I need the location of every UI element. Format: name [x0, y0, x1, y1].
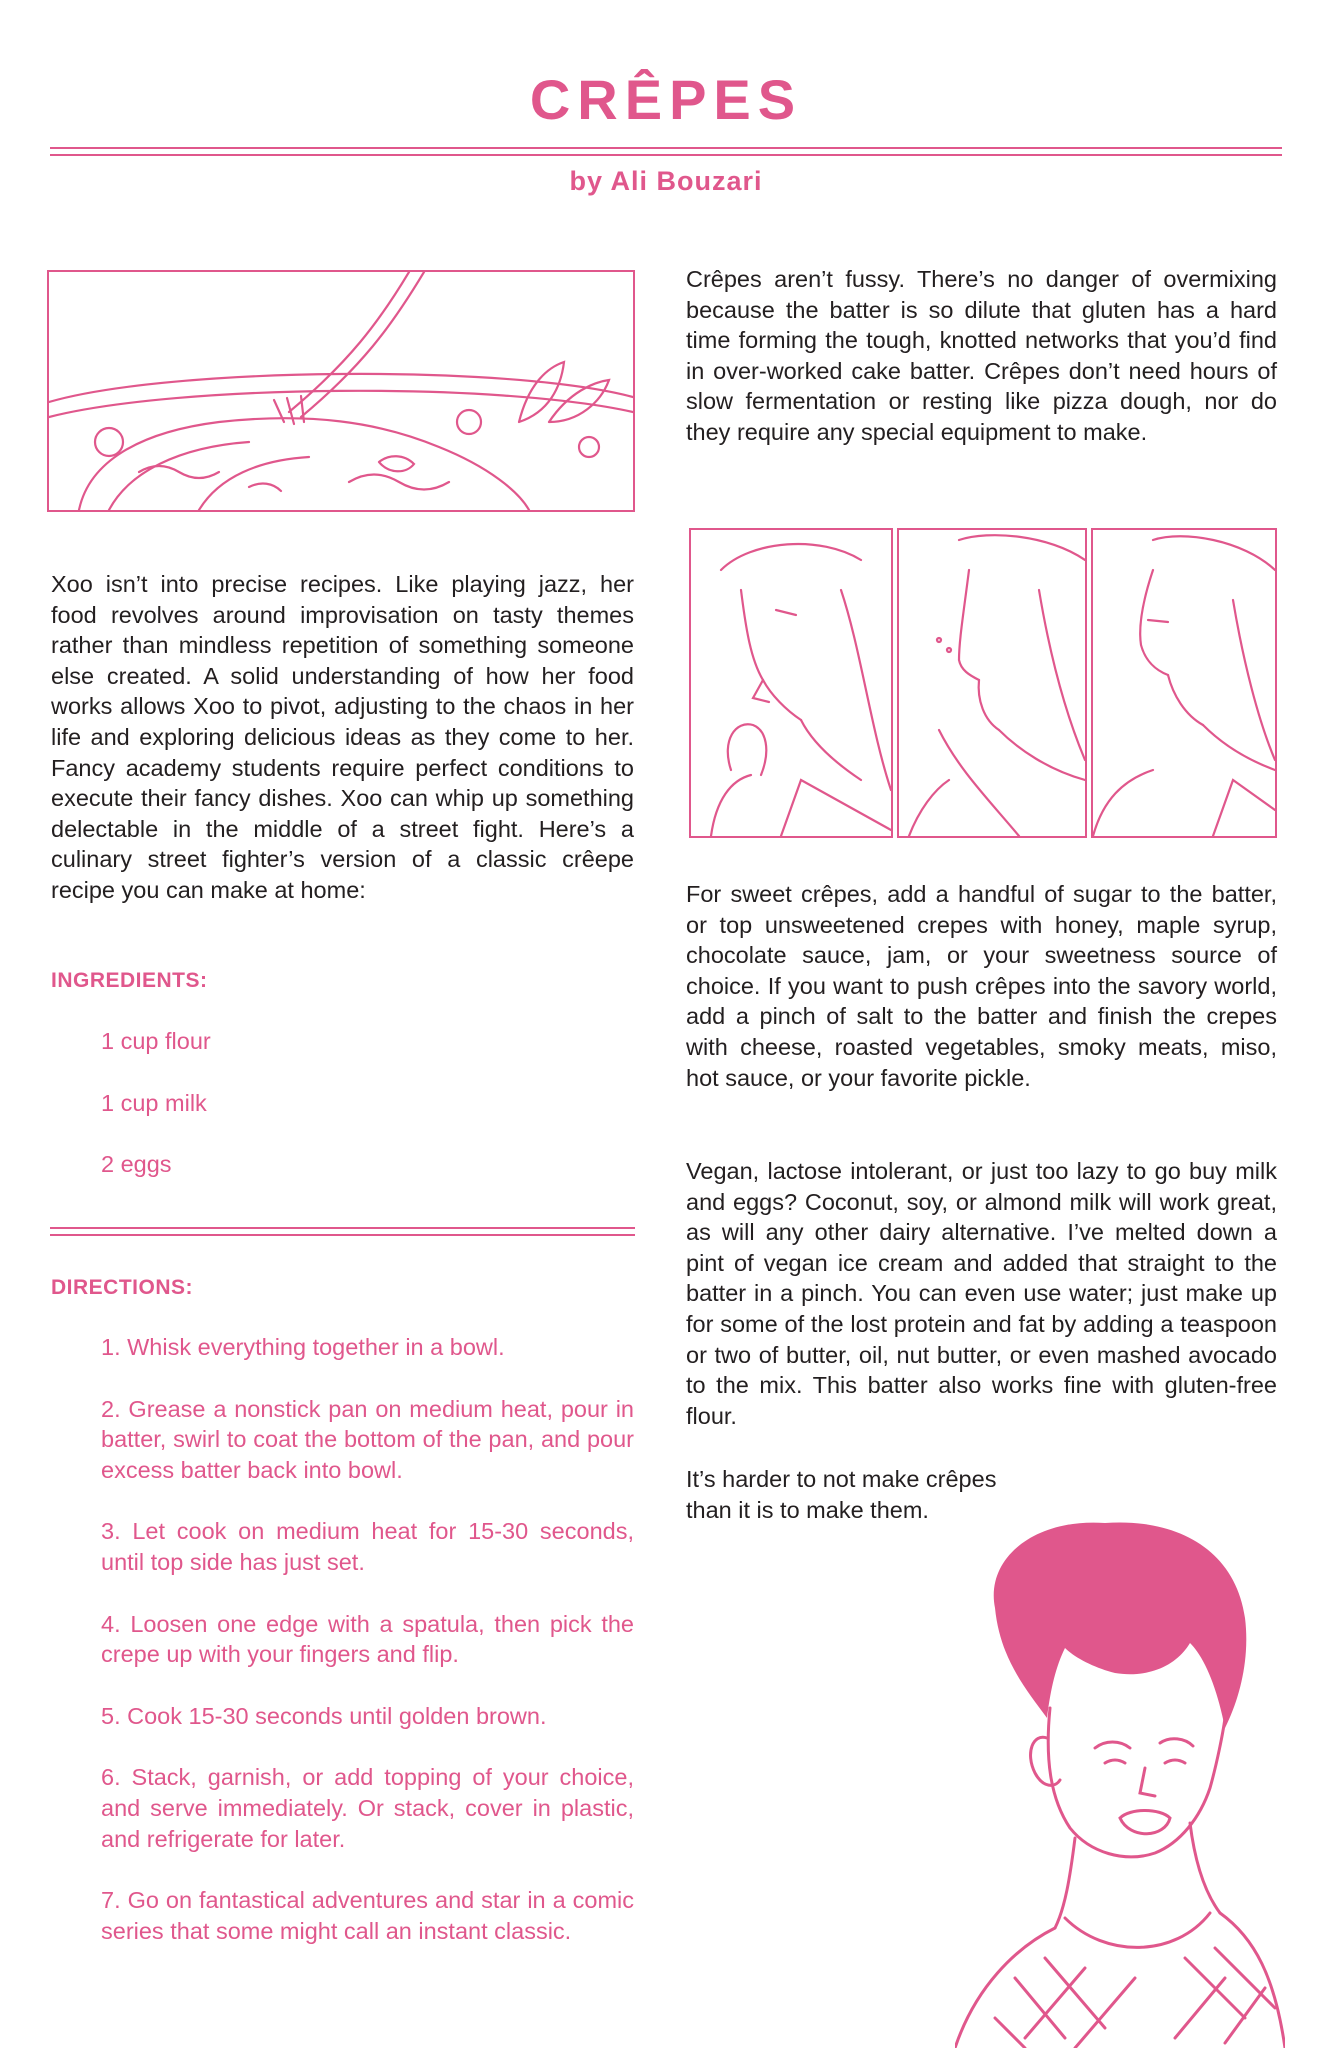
directions-list [101, 1332, 634, 1946]
closing-remark [686, 1464, 996, 1525]
closing-line: It’s harder to not make crêpes [686, 1466, 997, 1492]
section-rule-bottom [50, 1234, 635, 1236]
title-rule-bottom [50, 154, 1282, 156]
character-portrait [955, 1518, 1285, 2048]
direction-step: 4. Loosen one edge with a spatula, then pick the crepe up with your fingers and flip. [101, 1610, 634, 1668]
paragraph-vegan: Vegan, lactose intolerant, or just too lazy to go buy milk and eggs? Coconut, soy, or almond milk will work great, as will any other dairy alternative. I’ve melted down a pint of vegan ice cream and added that straight to the batter in a pinch. You can even use water; just make up for some of the lost protein and fat by adding a teaspoon or two of butter, oil, nut butter, or even mashed avocado to the mix. This batter also works fine with gluten-free flour. [686, 1158, 1277, 1429]
comic-panel-tasting [689, 528, 893, 838]
ingredient-item: 1 cup milk [101, 1089, 207, 1116]
author-byline: by Ali Bouzari [569, 166, 763, 196]
ingredients-heading: INGREDIENTS: [51, 969, 208, 992]
page-title: CRÊPES [529, 68, 803, 131]
comic-panel-chewing [897, 528, 1087, 838]
section-rule-top [50, 1227, 635, 1229]
paragraph-crepes-not-fussy: Crêpes aren’t fussy. There’s no danger of overmixing because the batter is so dilute that gluten has a hard time forming the tough, knotted networks that you’d find in over-worked cake batter. Crêpes don’t need hours of slow fermentation or resting like pizza dough, nor do they require any special equipment to make. [686, 266, 1277, 445]
direction-step: 1. Whisk everything together in a bowl. [101, 1334, 505, 1360]
direction-step: 6. Stack, garnish, or add topping of your choice, and serve immediately. Or stack, cover in plastic, and refrigerate for later. [101, 1764, 634, 1852]
directions-heading: DIRECTIONS: [51, 1276, 193, 1299]
ingredients-list [101, 1026, 211, 1211]
direction-step: 5. Cook 15-30 seconds until golden brown. [101, 1702, 547, 1729]
direction-step: 2. Grease a nonstick pan on medium heat, pour in batter, swirl to coat the bottom of the pan, and pour excess batter back into bowl. [101, 1395, 634, 1483]
direction-step: 7. Go on fantastical adventures and star in a comic series that some might call an instant classic. [101, 1887, 634, 1944]
crepe-pan-illustration [47, 270, 635, 512]
ingredient-item: 2 eggs [101, 1151, 172, 1177]
direction-step: 3. Let cook on medium heat for 15-30 seconds, until top side has just set. [101, 1518, 634, 1575]
closing-line: than it is to make them. [686, 1496, 929, 1523]
paragraph-sweet-savory: For sweet crêpes, add a handful of sugar to the batter, or top unsweetened crepes with honey, maple syrup, chocolate sauce, jam, or your sweetness source of choice. If you want to push crêpes into the savory world, add a pinch of salt to the batter and finish the crepes with cheese, roasted vegetables, smoky meats, miso, hot sauce, or your favorite pickle. [686, 881, 1277, 1091]
hair-shape [994, 1522, 1247, 1728]
ingredient-item: 1 cup flour [101, 1028, 211, 1054]
paragraph-intro: Xoo isn’t into precise recipes. Like playing jazz, her food revolves around improvisation on tasty themes rather than mindless repetition of something someone else created. A solid understanding of how her food works allows Xoo to pivot, adjusting to the chaos in her life and exploring delicious ideas as they come to her. Fancy academy students require perfect conditions to execute their fancy dishes. Xoo can whip up something delectable in the middle of a street fight. Here’s a culinary street fighter’s version of a classic crêepe recipe you can make at home: [51, 571, 634, 903]
comic-panel-savoring [1091, 528, 1277, 838]
title-rule-top [50, 147, 1282, 149]
